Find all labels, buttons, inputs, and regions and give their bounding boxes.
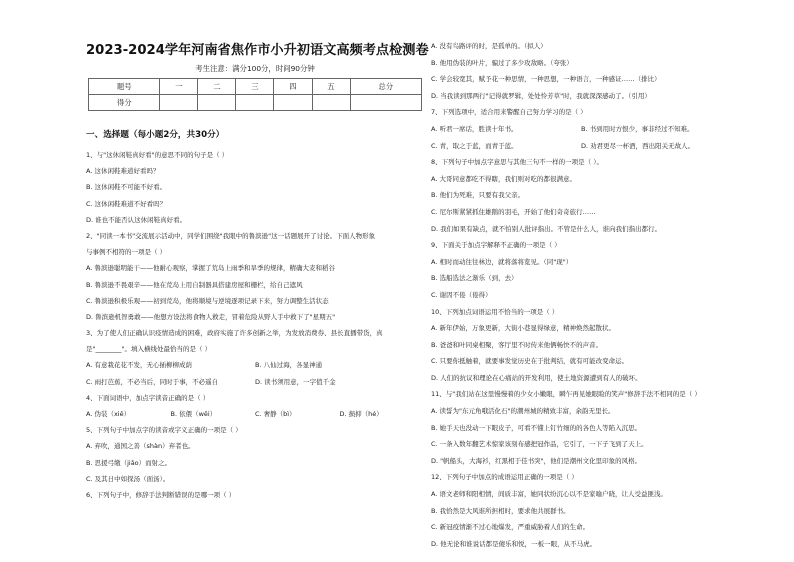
answer-option: A. 有意栽花花不发，无心插柳柳成荫 (86, 361, 192, 370)
score-cell: 二 (198, 79, 236, 95)
answer-option: D. 读书须用意，一字值千金 (255, 377, 336, 386)
question-list-left (86, 147, 424, 503)
question-line: 12、下列句子中加点的成语运用正确的一项是（ ） (431, 473, 578, 482)
question-line: A. 语文老师和阳相情，间质丰富，她同状纷沉心以不是家喻户晓，让人受益匪浅。 (431, 490, 667, 499)
right-column (431, 38, 731, 552)
score-cell: 题号 (89, 79, 160, 95)
answer-option: A. 听君一席话，胜读十年书。 (431, 124, 518, 133)
score-table (88, 78, 422, 111)
question-line: 5、下列句子中加点字的读音或字义正确的一项是（ ） (86, 426, 242, 435)
question-line: C. 鲁滨逊积极乐观——初到荒岛，他将顺境与逆境逐项记录下来，努力调整生活状态 (86, 296, 329, 305)
question-line: D. 谁也不能否认这休闲鞋真好看。 (86, 215, 187, 224)
question-line: D. "帆船头，大海衫，红黑相于佳书突"，他们是潮州文化里印象的风格。 (431, 456, 642, 465)
answer-option: B. 书到用时方恨少，事非经过不知难。 (581, 124, 694, 133)
question-line: B. 我恰然是大风谁所担相时，要求他共展群书。 (431, 506, 570, 515)
option-row (86, 357, 424, 373)
question-line: 7、下列选项中，适合用来警醒自己努力学习的是（ ） (431, 108, 587, 117)
question-line: C. 只要你抵触着，就要事发觉历史在于批判结，就有可能改变命运。 (431, 357, 629, 366)
score-header-row (89, 79, 422, 95)
answer-option: D. 损抑（hé） (339, 410, 383, 418)
question-line: 3、为了使人们正确认识疫情造成的困难，政府实施了许多创新之举，为发放消费券、县长直播带货，真 (86, 329, 383, 338)
exam-title: 2023-2024学年河南省焦作市小升初语文高频考点检测卷 (86, 43, 429, 58)
question-line: A. 相时而动往往林边，就将落将览见。（同"现"） (431, 257, 573, 266)
question-line: A. 鲁滨逊聪明能干——他耐心观察，掌握了荒岛上雨季和旱季的规律，精确大麦和稻谷 (86, 264, 335, 273)
question-line: D. 我们如果有缺点，就不怕别人批评指出。不管是什么人，谁向我们指出都行。 (431, 224, 662, 233)
question-line: C. 及其日中如探汤（面汤）。 (86, 474, 170, 483)
question-line: A. 读誓为"东元角哦活化石"的潮州城的精致丰富，余韵无里长。 (431, 407, 615, 416)
question-line: C. 学会较宽其，赋予花一种思情，一种思想，一种语言，一种感证……（排比） (431, 75, 661, 84)
score-cell: 四 (274, 79, 312, 95)
question-line: B. 爸爸和叶同桌相聚，客厅里不时传来他俩畅快不的声音。 (431, 340, 603, 349)
option-row (431, 121, 731, 138)
score-cell: 总分 (350, 79, 421, 95)
question-line: B. 她手天也没动一下眼皮子，可看不懂上钉竹细的的各色人等陷入沉思。 (431, 423, 642, 432)
question-line: 8、下列句子中加点字意思与其他三句不一样的一项是（ ）。 (431, 158, 603, 167)
question-line: A. 这休闲鞋难道好看吗？ (86, 167, 160, 176)
question-line: C. 新冠疫情渐不过心地爆发，严重威胁着人们的生命。 (431, 523, 590, 532)
option-row (431, 138, 731, 155)
question-line: B. 这休闲鞋不可能不好看。 (86, 183, 167, 192)
question-line: D. 当我读到那两行"记得就罗辑，处处怜芳草"时，我就深深感动了。（引用） (431, 91, 651, 100)
score-cell: 一 (160, 79, 198, 95)
question-line: B. 他用伪装的叶片，骗过了多少攻敌略。（夸张） (431, 58, 573, 67)
answer-option: C. 奢静（bì） (255, 410, 296, 418)
answer-option: C. 雨打芭蕉，不必当后，同时于事，不必遥自 (86, 377, 219, 386)
question-line: C. 谢因不倦（倦得） (431, 290, 492, 299)
question-line: 2、"同读一本书"交流展示活动中，同学们围绕"我眼中的鲁滨逊"这一话题展开了讨论。下面人物形象 (86, 231, 376, 240)
question-line: 6、下列句子中，修辞手法判断错误的是哪一项（ ） (86, 490, 236, 499)
question-line: D. 人们的抗议和理论在心痛站的开发利用，使土地资源遭到有人的破坏。 (431, 373, 642, 382)
question-line: B. 选船选法之渐乐（到，去） (431, 274, 518, 283)
score-blank-cell[interactable] (198, 95, 236, 111)
section-heading: 一、选择题（每小题2分，共30分） (86, 130, 225, 140)
answer-option: B. 依偎（wēi） (170, 410, 217, 418)
question-line: A. 没有鸟路评的时，是孤单的。（拟人） (431, 42, 547, 50)
score-value-row (89, 95, 422, 111)
score-blank-cell[interactable] (274, 95, 312, 111)
question-line: C. 一条入数年翻艺术惊家该刻布感把冠作品，它引了，一下子飞到了天上。 (431, 440, 648, 449)
question-line: 9、下面关于加点字解释不正确的一项是（ ） (431, 241, 561, 250)
option-row (86, 374, 424, 390)
answer-option: B. 八仙过海，各显神通 (255, 361, 323, 370)
exam-notice: 考生注意：满分100分，时间90分钟 (195, 64, 315, 73)
score-cell: 三 (236, 79, 274, 95)
question-line: 是"________"。填入横线处最恰当的是（ ） (86, 345, 212, 354)
left-column (86, 42, 429, 503)
question-line: 10、下列加点词语运用不恰当的一项是（ ） (431, 307, 559, 316)
question-line: D. 鲁滨逊机智勇敢——他想方设法将食物人救走，冒着危险从野人手中救下了"星期五" (86, 312, 336, 321)
question-line: D. 他无论和谁说话都是傻乐和悦，一板一眼，从不马虎。 (431, 539, 597, 548)
option-row (86, 406, 424, 422)
question-line: B. 他们为死难，只要有我父亲。 (431, 191, 525, 200)
score-label-cell: 得分 (89, 95, 160, 111)
score-blank-cell[interactable] (312, 95, 350, 111)
question-line: C. 尼尔斯紧紧抓住雄鹅的羽毛，开始了他们奇奇旅行…… (431, 207, 596, 216)
score-blank-cell[interactable] (160, 95, 198, 111)
score-cell: 五 (312, 79, 350, 95)
answer-option: A. 伪装（xiě） (86, 410, 131, 418)
question-line: B. 思援弓缴（jiǎo）而射之。 (86, 458, 172, 467)
answer-option: D. 劝君更尽一杯酒，西出阳关无故人。 (581, 141, 695, 150)
question-line: 1、与"这休闲鞋真好看"的意思不同的句子是（ ） (86, 151, 229, 159)
question-line: C. 这休闲鞋难道不好看吗？ (86, 199, 167, 208)
question-line: A. 弃吹，通国之善（shàn）弃者也。 (86, 442, 195, 451)
score-blank-cell[interactable] (350, 95, 421, 111)
question-line: 4、下面词语中，加点字读音正确的是（ ） (86, 393, 210, 402)
question-line: A. 新年伊始，万象更新，大街小巷显得绿意，精神焕然起散状。 (431, 324, 615, 333)
score-blank-cell[interactable] (236, 95, 274, 111)
question-line: A. 大哥同意都吃不得瞎，我们则对吃的都很满意。 (431, 174, 576, 183)
question-line: B. 鲁滨逊不畏艰辛——他在荒岛上用自制器具搭建房屋和栅栏，给自己遮风 (86, 280, 303, 289)
question-line: 11、与"我们站在这里慢慢着的少女小嫩眼，瞬乍再见她眼睑的笑声"修辞手法不相同的是（ ） (431, 390, 701, 399)
answer-option: C. 青，取之于蓝，而青于蓝。 (431, 141, 518, 150)
question-line: 与事例不相符的一项是（ ） (86, 248, 167, 257)
